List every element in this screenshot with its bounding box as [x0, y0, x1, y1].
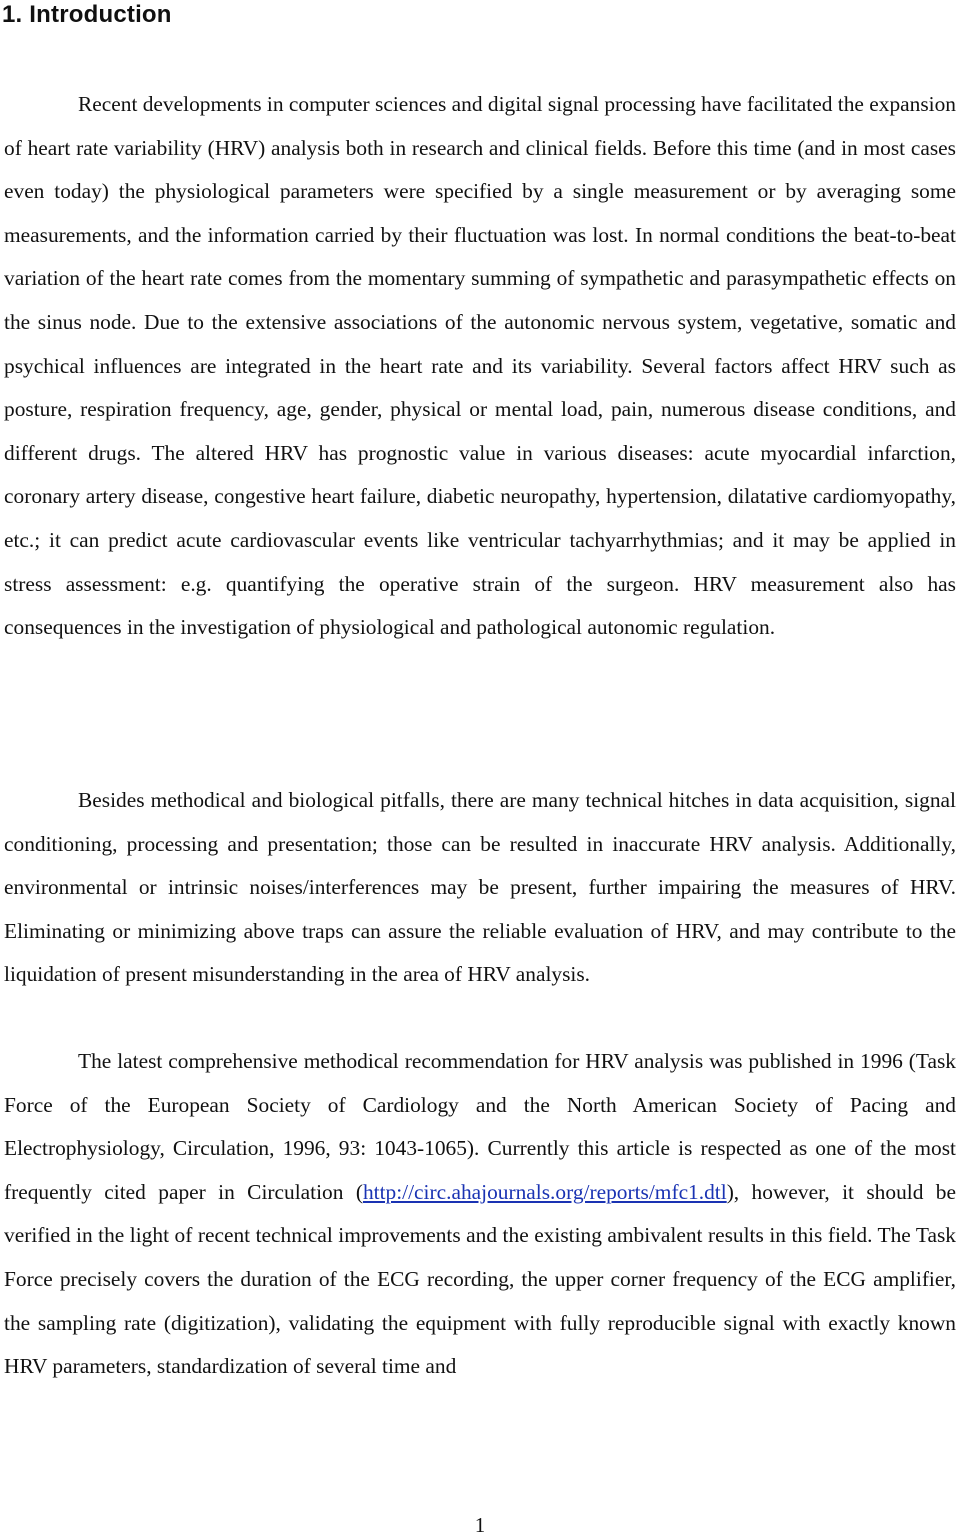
section-heading: 1. Introduction: [2, 1, 172, 28]
page-number: 1: [474, 1513, 486, 1537]
paragraph-3-text-start: The latest comprehensive methodical recommendation for HRV analysis was published in 1996 (Task Force of the European Society of Cardiology and the North American Society of Pacing and Electrophysiology, Circulation, 1996, 93: 1043-1065). Currently this article is respected as one of the most frequently cited paper in Circulation (: [4, 1049, 956, 1204]
paragraph-3: [4, 1040, 956, 1389]
circulation-reports-link[interactable]: http://circ.ahajournals.org/reports/mfc1.dtl: [362, 1179, 727, 1204]
paragraph-3-text-end: ), however, it should be verified in the light of recent technical improvements and the existing ambivalent results in this field. The Task Force precisely covers the duration of the ECG recording, the upper corner frequency of the ECG amplifier, the sampling rate (digitization), validating the equipment with fully reproducible signal with exactly known HRV parameters, standardization of several time and: [4, 1179, 956, 1379]
paragraph-2: Besides methodical and biological pitfalls, there are many technical hitches in data acquisition, signal conditioning, processing and presentation; those can be resulted in inaccurate HRV analysis. Additionally, environmental or intrinsic noises/interferences may be present, further impairing the measures of HRV. Eliminating or minimizing above traps can assure the reliable evaluation of HRV, and may contribute to the liquidation of present misunderstanding in the area of HRV analysis.: [4, 788, 956, 987]
paragraph-1: Recent developments in computer sciences and digital signal processing have facilitated the expansion of heart rate variability (HRV) analysis both in research and clinical fields. Before this time (and in most cases even today) the physiological parameters were specified by a single measurement or by averaging some measurements, and the information carried by their fluctuation was lost. In normal conditions the beat-to-beat variation of the heart rate comes from the momentary summing of sympathetic and parasympathetic effects on the sinus node. Due to the extensive associations of the autonomic nervous system, vegetative, somatic and psychical influences are integrated in the heart rate and its variability. Several factors affect HRV such as posture, respiration frequency, age, gender, physical or mental load, pain, numerous disease conditions, and different drugs. The altered HRV has prognostic value in various diseases: acute myocardial infarction, coronary artery disease, congestive heart failure, diabetic neuropathy, hypertension, dilatative cardiomyopathy, etc.; it can predict acute cardiovascular events like ventricular tachyarrhythmias; and it may be applied in stress assessment: e.g. quantifying the operative strain of the surgeon. HRV measurement also has consequences in the investigation of physiological and pathological autonomic regulation.: [4, 92, 956, 640]
